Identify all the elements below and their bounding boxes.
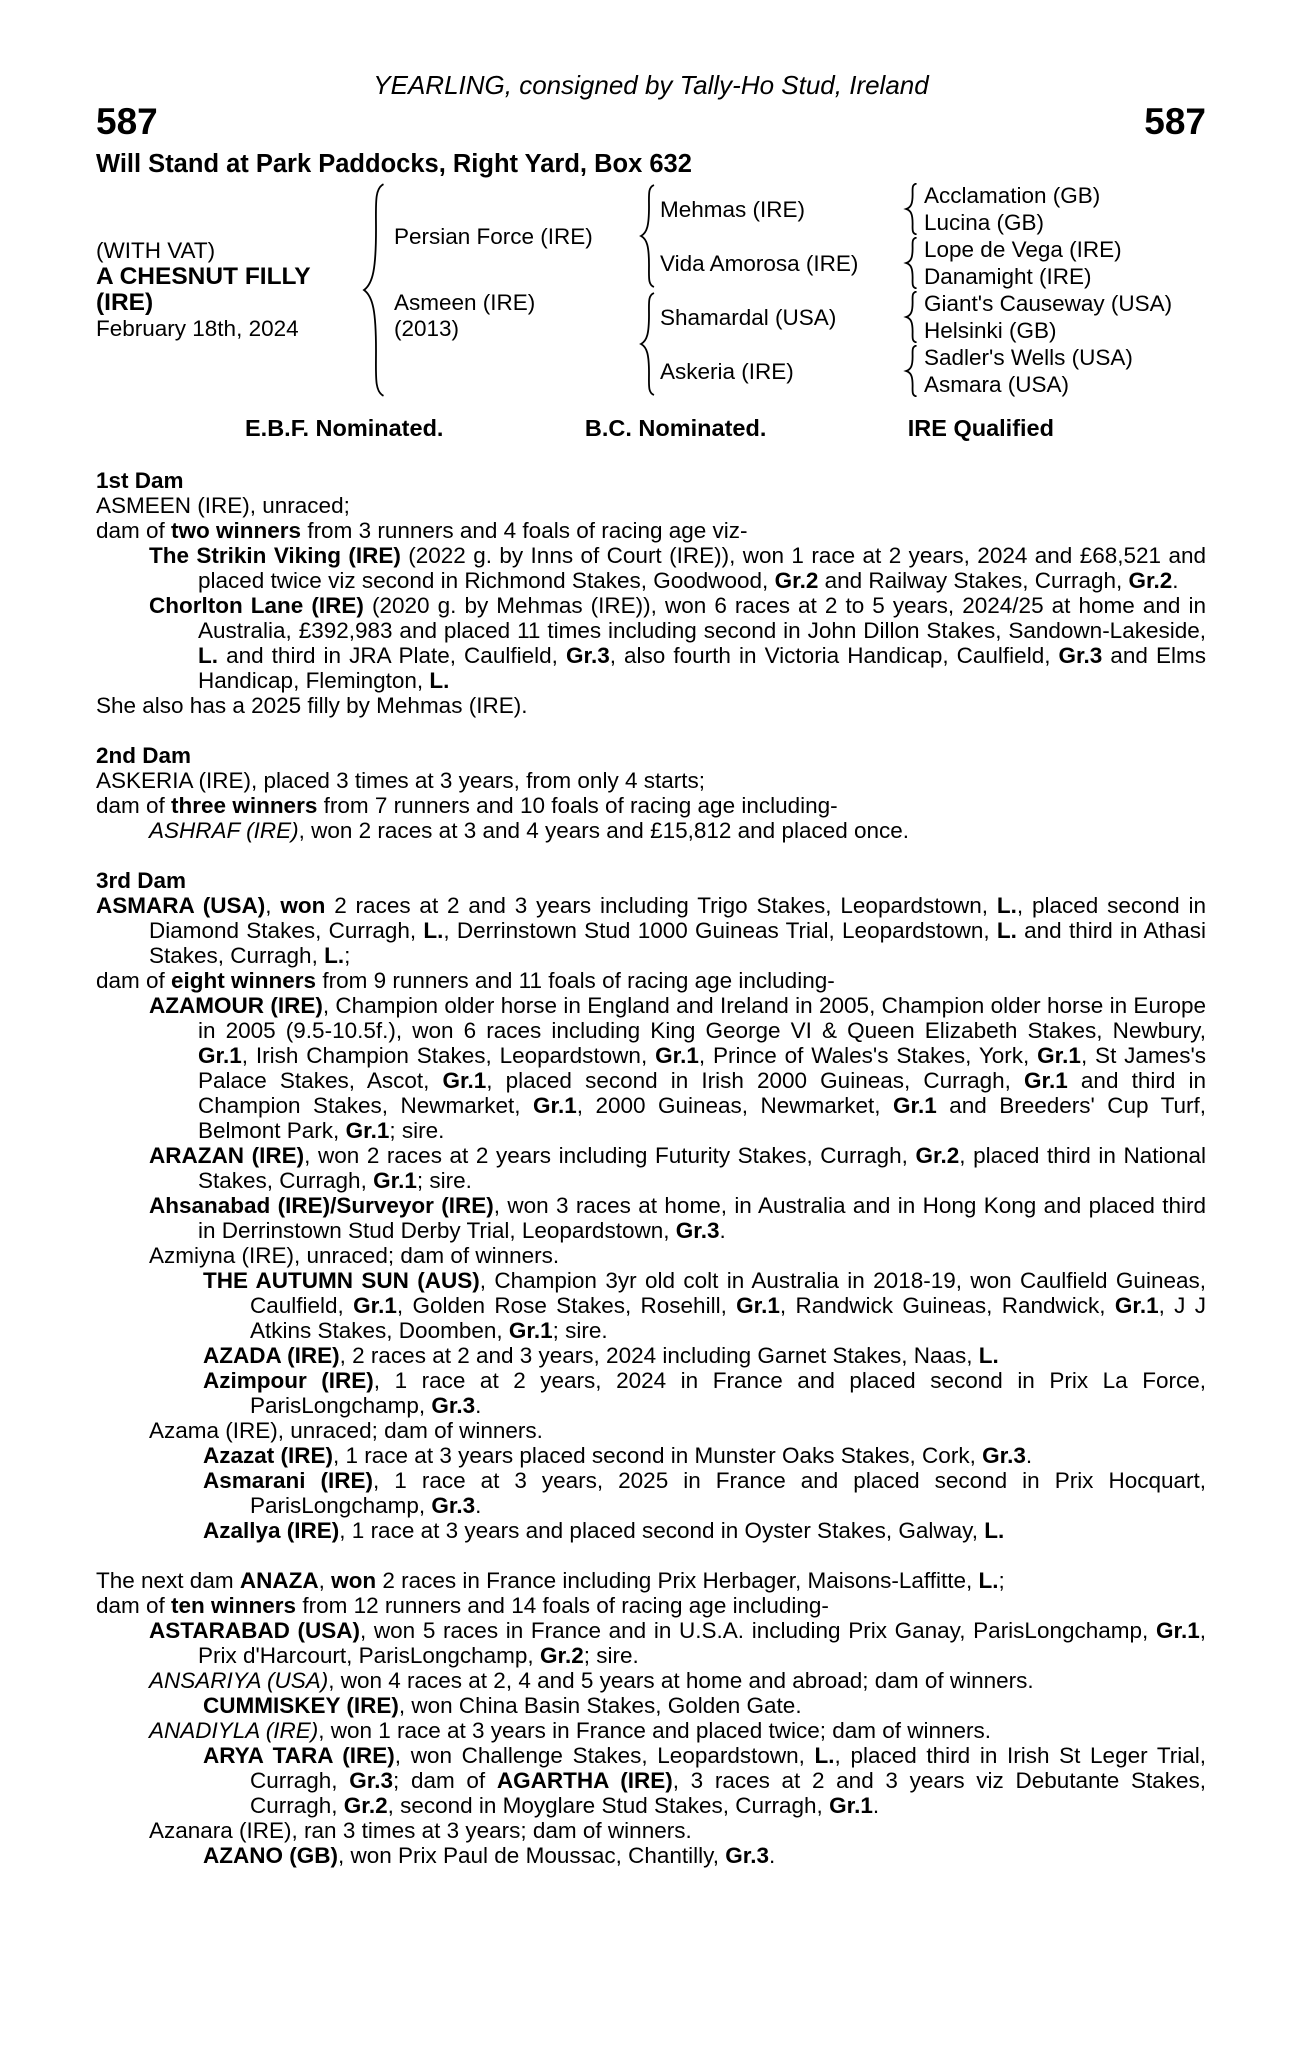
text-run: L. (996, 918, 1017, 943)
pedigree-brace-icon (898, 290, 924, 344)
sire-dam-name: Vida Amorosa (IRE) (660, 250, 859, 276)
text-run: , placed second in Diamond Stakes, Curragh, (149, 893, 1207, 943)
text-run: L. (978, 1568, 999, 1593)
gen3-name: Lucina (GB) (924, 210, 1045, 235)
text-run: Gr.2 (1128, 568, 1173, 593)
text-run: 2 races in France including Prix Herbager, Maisons-Laffitte, (376, 1568, 979, 1593)
text-run: ARAZAN (IRE) (149, 1143, 305, 1168)
text-run: . (475, 1493, 482, 1518)
catalogue-paragraph (96, 993, 1206, 1143)
text-run: ten winners (171, 1593, 297, 1618)
text-run: L. (984, 1518, 1005, 1543)
dam-name: Asmeen (IRE) (394, 290, 536, 315)
text-run: CUMMISKEY (IRE) (203, 1693, 399, 1718)
catalogue-paragraph (96, 493, 1206, 518)
catalogue-paragraph (96, 1468, 1206, 1518)
text-run: ; (998, 1568, 1005, 1593)
text-run: , J J Atkins Stakes, Doomben, (250, 1293, 1206, 1343)
text-run: (2022 g. by Inns of Court (IRE)), won 1 race at 2 years, 2024 and £68,521 and placed twice viz second in Richmond Stakes, Goodwood, (198, 543, 1206, 593)
text-run: Gr.3 (1058, 643, 1103, 668)
text-run: , placed third in Irish St Leger Trial, Curragh, (250, 1743, 1206, 1793)
text-run: and Railway Stakes, Curragh, (818, 568, 1129, 593)
vat-note: (WITH VAT) (96, 238, 216, 263)
pedigree-brace-icon (898, 236, 924, 290)
text-run: Gr.1 (353, 1293, 397, 1318)
text-run: Azmiyna (IRE), unraced; dam of winners. (149, 1243, 560, 1268)
text-run: , Golden Rose Stakes, Rosehill, (396, 1293, 737, 1318)
text-run: , won Challenge Stakes, Leopardstown, (394, 1743, 815, 1768)
text-run: Gr.1 (892, 1093, 937, 1118)
text-run: , won 3 races at home, in Australia and in Hong Kong and placed third in Derrinstown Stud Derby Trial, Leopardstown, (198, 1193, 1207, 1243)
text-run: Gr.2 (343, 1793, 388, 1818)
catalogue-paragraph (96, 768, 1206, 793)
text-run: and third in JRA Plate, Caulfield, (218, 643, 566, 668)
text-run: , won 1 race at 3 years in France and placed twice; dam of winners. (318, 1718, 992, 1743)
text-run: Gr.1 (532, 1093, 577, 1118)
text-run: Gr.1 (508, 1318, 553, 1343)
text-run: ANAZA (239, 1568, 319, 1593)
catalogue-paragraph (96, 1268, 1206, 1343)
pedigree-table (96, 182, 1206, 398)
text-run: Gr.1 (736, 1293, 780, 1318)
text-run: AGARTHA (IRE) (496, 1768, 673, 1793)
text-run: Gr.3 (349, 1768, 394, 1793)
dam-sire-name: Shamardal (USA) (660, 304, 837, 330)
text-run: Gr.1 (1024, 1068, 1068, 1093)
catalogue-paragraph (96, 1518, 1206, 1543)
foaling-date: February 18th, 2024 (96, 316, 299, 341)
text-run: 3rd Dam (96, 868, 187, 893)
catalogue-paragraph (96, 1818, 1206, 1843)
dam-dam-name: Askeria (IRE) (660, 358, 794, 384)
text-run: , second in Moyglare Stud Stakes, Curragh, (387, 1793, 830, 1818)
text-run: , Prince of Wales's Stakes, York, (698, 1043, 1038, 1068)
text-run: Gr.2 (774, 568, 819, 593)
text-run: (2020 g. by Mehmas (IRE)), won 6 races at 2 to 5 years, 2024/25 at home and in Australia, £392,983 and placed 11 times including second in John Dillon Stakes, Sandown-Lakeside, (198, 593, 1207, 643)
text-run: , 2000 Guineas, Newmarket, (576, 1093, 893, 1118)
catalogue-paragraph (96, 1418, 1206, 1443)
text-run: , won 5 races in France and in U.S.A. including Prix Ganay, ParisLongchamp, (360, 1618, 1156, 1643)
bc-nomination: B.C. Nominated. (584, 415, 767, 441)
text-run: Gr.3 (431, 1493, 476, 1518)
lot-number-right: 587 (1144, 101, 1206, 142)
text-run: ; dam of (393, 1768, 497, 1793)
catalogue-paragraph (96, 1243, 1206, 1268)
text-run: . (475, 1393, 482, 1418)
text-run: , (265, 893, 281, 918)
text-run: Azama (IRE), unraced; dam of winners. (149, 1418, 543, 1443)
section-heading (96, 743, 1206, 768)
text-run: L. (814, 1743, 835, 1768)
catalogue-paragraph (96, 1743, 1206, 1818)
text-run: dam of (96, 518, 172, 543)
text-run: from 7 runners and 10 foals of racing age including- (317, 793, 838, 818)
text-run: 2nd Dam (96, 743, 192, 768)
text-run: ; sire. (416, 1168, 472, 1193)
text-run: ASKERIA (IRE), placed 3 times at 3 years, from only 4 starts; (96, 768, 705, 793)
text-run: ; (344, 943, 351, 968)
gen3-name: Lope de Vega (IRE) (924, 237, 1122, 262)
text-run: Gr.2 (539, 1643, 584, 1668)
text-run: and third in Athasi Stakes, Curragh, (149, 918, 1207, 968)
gen3-name: Giant's Causeway (USA) (924, 291, 1173, 316)
text-run: ANADIYLA (IRE) (149, 1718, 319, 1743)
text-run: Gr.1 (1114, 1293, 1159, 1318)
consignment-line: YEARLING, consigned by Tally-Ho Stud, Ireland (373, 70, 929, 100)
text-run: . (872, 1793, 880, 1818)
catalogue-paragraph (96, 1843, 1206, 1868)
catalogue-body (96, 468, 1206, 1868)
text-run: won (280, 893, 326, 918)
text-run: , placed second in Irish 2000 Guineas, Curragh, (486, 1068, 1025, 1093)
gen3-name: Danamight (IRE) (924, 264, 1092, 289)
text-run: , also fourth in Victoria Handicap, Caulfield, (609, 643, 1059, 668)
text-run: , Champion older horse in England and Ireland in 2005, Champion older horse in Europe in 2005 (9.5-10.5f.), won 6 races including King George VI & Queen Elizabeth Stakes, Newbury, (198, 993, 1206, 1043)
lot-number-row (96, 102, 1206, 142)
text-run: . (1025, 1443, 1033, 1468)
text-run: from 9 runners and 11 foals of racing age including- (316, 968, 835, 993)
text-run: Chorlton Lane (IRE) (149, 593, 364, 618)
text-run: L. (978, 1343, 999, 1368)
catalogue-paragraph (96, 1193, 1206, 1243)
text-run: . (719, 1218, 726, 1243)
text-run: Gr.1 (442, 1068, 487, 1093)
text-run: Gr.3 (565, 643, 610, 668)
text-run: Azazat (IRE) (203, 1443, 334, 1468)
catalogue-paragraph (96, 1593, 1206, 1618)
text-run: , placed third in National Stakes, Curragh, (198, 1143, 1206, 1193)
text-run: dam of (96, 793, 172, 818)
text-run: Asmarani (IRE) (203, 1468, 374, 1493)
text-run: , Prix d'Harcourt, ParisLongchamp, (198, 1618, 1206, 1668)
text-run: ASMEEN (IRE), unraced; (96, 493, 350, 518)
sire-name: Persian Force (IRE) (394, 223, 593, 249)
gen3-name: Asmara (USA) (924, 372, 1070, 397)
text-run: The next dam (96, 1568, 240, 1593)
gen3-name: Helsinki (GB) (924, 318, 1057, 343)
text-run: Gr.1 (345, 1118, 390, 1143)
text-run: Gr.1 (829, 1793, 873, 1818)
text-run: , won 2 races at 3 and 4 years and £15,812 and placed once. (298, 818, 910, 843)
text-run: , St James's Palace Stakes, Ascot, (198, 1043, 1206, 1093)
text-run: L. (423, 918, 444, 943)
pedigree-brace-icon (634, 182, 660, 290)
section-heading (96, 468, 1206, 493)
catalogue-paragraph (96, 1618, 1206, 1668)
subject-block (96, 182, 352, 398)
text-run: Azanara (IRE), ran 3 times at 3 years; dam of winners. (149, 1818, 692, 1843)
text-run: L. (324, 943, 345, 968)
text-run: L. (198, 643, 218, 668)
text-run: 2 races at 2 and 3 years including Trigo Stakes, Leopardstown, (325, 893, 997, 918)
text-run: , won China Basin Stakes, Golden Gate. (398, 1693, 802, 1718)
lot-number-left: 587 (96, 101, 158, 142)
text-run: . (769, 1843, 776, 1868)
text-run: , 1 race at 3 years and placed second in Oyster Stakes, Galway, (339, 1518, 985, 1543)
stabling-location: Will Stand at Park Paddocks, Right Yard, Box 632 (96, 150, 692, 178)
dam-year: (2013) (394, 316, 460, 341)
catalogue-paragraph (96, 1693, 1206, 1718)
subject-suffix: (IRE) (96, 289, 154, 316)
text-run: and Breeders' Cup Turf, Belmont Park, (198, 1093, 1206, 1143)
text-run: , won 2 races at 2 years including Futurity Stakes, Curragh, (304, 1143, 916, 1168)
text-run: 1st Dam (96, 468, 184, 493)
text-run: , 1 race at 2 years, 2024 in France and placed second in Prix La Force, ParisLongchamp, (250, 1368, 1206, 1418)
text-run: , Champion 3yr old colt in Australia in 2018-19, won Caulfield Guineas, Caulfield, (250, 1268, 1206, 1318)
catalogue-paragraph (96, 793, 1206, 818)
catalogue-paragraph (96, 1718, 1206, 1743)
catalogue-paragraph (96, 893, 1206, 968)
catalogue-paragraph (96, 543, 1206, 593)
gen3-name: Acclamation (GB) (924, 183, 1101, 208)
text-run: ; sire. (552, 1318, 608, 1343)
catalogue-paragraph (96, 518, 1206, 543)
ire-qualified-badge: IRE Qualified (907, 415, 1054, 441)
text-run: ; sire. (583, 1643, 639, 1668)
page-content (96, 70, 1206, 1868)
text-run: . (1172, 568, 1179, 593)
text-run: , Irish Champion Stakes, Leopardstown, (241, 1043, 656, 1068)
text-run: and Elms Handicap, Flemington, (198, 643, 1206, 693)
text-run: three winners (171, 793, 318, 818)
text-run: ; sire. (389, 1118, 445, 1143)
catalogue-paragraph (96, 1368, 1206, 1418)
text-run: Azallya (IRE) (203, 1518, 340, 1543)
catalogue-paragraph (96, 818, 1206, 843)
pedigree-brace-icon (634, 290, 660, 398)
section-heading (96, 868, 1206, 893)
pedigree-brace-icon (898, 344, 924, 398)
catalogue-paragraph (96, 1568, 1206, 1593)
text-run: Gr.1 (1037, 1043, 1081, 1068)
text-run: Gr.2 (915, 1143, 960, 1168)
text-run: ASMARA (USA) (96, 893, 266, 918)
text-run: dam of (96, 1593, 172, 1618)
ebf-nomination: E.B.F. Nominated. (245, 415, 444, 441)
text-run: , Derrinstown Stud 1000 Guineas Trial, Leopardstown, (443, 918, 997, 943)
text-run: , 2 races at 2 and 3 years, 2024 including Garnet Stakes, Naas, (339, 1343, 979, 1368)
catalogue-page (0, 70, 1315, 2070)
text-run: ARYA TARA (IRE) (203, 1743, 395, 1768)
nominations-row (245, 414, 1054, 442)
catalogue-paragraph (96, 1343, 1206, 1368)
text-run: , 1 race at 3 years, 2025 in France and placed second in Prix Hocquart, ParisLongchamp, (250, 1468, 1206, 1518)
text-run: ANSARIYA (USA) (149, 1668, 329, 1693)
catalogue-paragraph (96, 1668, 1206, 1693)
text-run: ASTARABAD (USA) (149, 1618, 360, 1643)
text-run: won (331, 1568, 377, 1593)
text-run: THE AUTUMN SUN (AUS) (203, 1268, 480, 1293)
text-run: She also has a 2025 filly by Mehmas (IRE). (96, 693, 528, 718)
text-run: Gr.1 (373, 1168, 417, 1193)
pedigree-brace-icon (352, 182, 394, 398)
catalogue-paragraph (96, 693, 1206, 718)
text-run: Ahsanabad (IRE)/Surveyor (IRE) (149, 1193, 494, 1218)
text-run: Gr.3 (725, 1843, 770, 1868)
subject-name: A CHESNUT FILLY (96, 263, 311, 290)
text-run: Gr.3 (982, 1443, 1026, 1468)
sire-sire-name: Mehmas (IRE) (660, 196, 806, 222)
text-run: Gr.3 (675, 1218, 720, 1243)
text-run: AZANO (GB) (203, 1843, 338, 1868)
text-run: , Randwick Guineas, Randwick, (779, 1293, 1115, 1318)
catalogue-paragraph (96, 1143, 1206, 1193)
text-run: two winners (171, 518, 302, 543)
dam-block (394, 290, 634, 398)
text-run: from 12 runners and 14 foals of racing age including- (296, 1593, 829, 1618)
text-run: dam of (96, 968, 172, 993)
text-run: Gr.1 (1155, 1618, 1200, 1643)
catalogue-paragraph (96, 968, 1206, 993)
text-run: Azimpour (IRE) (203, 1368, 374, 1393)
text-run: Gr.3 (431, 1393, 476, 1418)
text-run: L. (996, 893, 1017, 918)
catalogue-paragraph (96, 593, 1206, 693)
text-run: Gr.1 (198, 1043, 242, 1068)
catalogue-paragraph (96, 1443, 1206, 1468)
text-run: Gr.1 (655, 1043, 699, 1068)
pedigree-brace-icon (898, 182, 924, 236)
text-run: , won Prix Paul de Moussac, Chantilly, (337, 1843, 726, 1868)
text-run: AZADA (IRE) (203, 1343, 340, 1368)
gen3-name: Sadler's Wells (USA) (924, 345, 1133, 370)
text-run: , 3 races at 2 and 3 years viz Debutante Stakes, Curragh, (250, 1768, 1207, 1818)
text-run: , 1 race at 3 years placed second in Munster Oaks Stakes, Cork, (333, 1443, 983, 1468)
text-run: ASHRAF (IRE) (149, 818, 299, 843)
text-run: eight winners (171, 968, 317, 993)
text-run: The Strikin Viking (IRE) (149, 543, 401, 568)
text-run: , won 4 races at 2, 4 and 5 years at home and abroad; dam of winners. (328, 1668, 1034, 1693)
text-run: L. (429, 668, 450, 693)
text-run: from 3 runners and 4 foals of racing age viz- (301, 518, 748, 543)
text-run: and third in Champion Stakes, Newmarket, (198, 1068, 1206, 1118)
text-run: , (318, 1568, 332, 1593)
text-run: AZAMOUR (IRE) (149, 993, 323, 1018)
